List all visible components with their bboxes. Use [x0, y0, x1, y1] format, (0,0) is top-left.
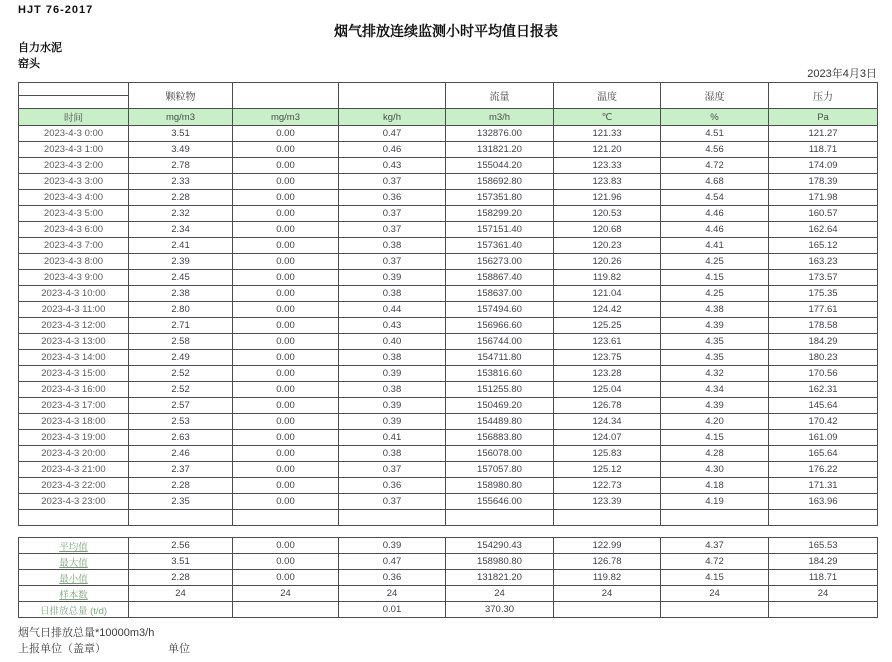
value-cell: 4.15 — [661, 430, 769, 446]
time-cell: 2023-4-3 11:00 — [19, 302, 129, 318]
value-cell: 4.18 — [661, 478, 769, 494]
value-cell: 0.38 — [339, 446, 446, 462]
value-cell: 0.00 — [233, 478, 339, 494]
value-cell: 0.00 — [233, 366, 339, 382]
value-cell: 124.07 — [554, 430, 661, 446]
table-row — [19, 334, 878, 350]
value-cell: 125.25 — [554, 318, 661, 334]
value-cell: 0.00 — [233, 414, 339, 430]
summary-value-cell: 122.99 — [554, 538, 661, 554]
value-cell: 154711.80 — [446, 350, 554, 366]
column-group-header: 湿度 — [661, 83, 769, 109]
value-cell: 0.00 — [233, 270, 339, 286]
empty-cell — [233, 510, 339, 526]
empty-cell — [339, 510, 446, 526]
value-cell: 184.29 — [769, 334, 878, 350]
value-cell: 2.34 — [129, 222, 233, 238]
value-cell: 175.35 — [769, 286, 878, 302]
summary-value-cell: 24 — [661, 586, 769, 602]
summary-row — [19, 538, 878, 554]
time-cell: 2023-4-3 12:00 — [19, 318, 129, 334]
value-cell: 0.36 — [339, 478, 446, 494]
value-cell: 120.26 — [554, 254, 661, 270]
time-cell: 2023-4-3 8:00 — [19, 254, 129, 270]
value-cell: 120.53 — [554, 206, 661, 222]
time-cell: 2023-4-3 15:00 — [19, 366, 129, 382]
value-cell: 2.53 — [129, 414, 233, 430]
unit-cell: mg/m3 — [233, 109, 339, 126]
value-cell: 121.96 — [554, 190, 661, 206]
value-cell: 0.36 — [339, 190, 446, 206]
value-cell: 123.33 — [554, 158, 661, 174]
time-cell: 2023-4-3 1:00 — [19, 142, 129, 158]
time-cell: 2023-4-3 19:00 — [19, 430, 129, 446]
summary-value-cell — [769, 602, 878, 618]
hourly-data-table — [18, 82, 878, 526]
standard-code: HJT 76-2017 — [18, 4, 94, 16]
header-empty-cell — [233, 83, 339, 109]
value-cell: 0.39 — [339, 414, 446, 430]
value-cell: 4.46 — [661, 206, 769, 222]
summary-value-cell: 24 — [129, 586, 233, 602]
time-cell: 2023-4-3 7:00 — [19, 238, 129, 254]
value-cell: 126.78 — [554, 398, 661, 414]
value-cell: 2.57 — [129, 398, 233, 414]
column-group-header: 颗粒物 — [129, 83, 233, 109]
value-cell: 0.38 — [339, 238, 446, 254]
value-cell: 155646.00 — [446, 494, 554, 510]
value-cell: 180.23 — [769, 350, 878, 366]
value-cell: 123.61 — [554, 334, 661, 350]
value-cell: 0.40 — [339, 334, 446, 350]
value-cell: 4.38 — [661, 302, 769, 318]
value-cell: 178.58 — [769, 318, 878, 334]
summary-row — [19, 570, 878, 586]
value-cell: 158980.80 — [446, 478, 554, 494]
value-cell: 0.46 — [339, 142, 446, 158]
time-cell: 2023-4-3 0:00 — [19, 126, 129, 142]
value-cell: 0.38 — [339, 286, 446, 302]
empty-cell — [769, 510, 878, 526]
value-cell: 4.35 — [661, 334, 769, 350]
summary-value-cell: 184.29 — [769, 554, 878, 570]
value-cell: 4.30 — [661, 462, 769, 478]
monitor-point-name: 窑头 — [18, 58, 40, 70]
value-cell: 4.72 — [661, 158, 769, 174]
table-row — [19, 142, 878, 158]
value-cell: 156966.60 — [446, 318, 554, 334]
value-cell: 0.00 — [233, 142, 339, 158]
value-cell: 3.49 — [129, 142, 233, 158]
value-cell: 157351.80 — [446, 190, 554, 206]
time-cell: 2023-4-3 14:00 — [19, 350, 129, 366]
value-cell: 157151.40 — [446, 222, 554, 238]
table-row — [19, 190, 878, 206]
empty-cell — [661, 510, 769, 526]
value-cell: 155044.20 — [446, 158, 554, 174]
value-cell: 0.00 — [233, 190, 339, 206]
value-cell: 163.96 — [769, 494, 878, 510]
table-row — [19, 494, 878, 510]
summary-value-cell: 0.00 — [233, 538, 339, 554]
value-cell: 0.00 — [233, 286, 339, 302]
value-cell: 2.32 — [129, 206, 233, 222]
summary-value-cell: 158980.80 — [446, 554, 554, 570]
header-empty-cell — [19, 83, 129, 96]
value-cell: 4.34 — [661, 382, 769, 398]
value-cell: 0.43 — [339, 318, 446, 334]
value-cell: 121.04 — [554, 286, 661, 302]
value-cell: 153816.60 — [446, 366, 554, 382]
summary-value-cell: 0.00 — [233, 570, 339, 586]
empty-cell — [129, 510, 233, 526]
page-title: 烟气排放连续监测小时平均值日报表 — [334, 23, 558, 39]
value-cell: 170.56 — [769, 366, 878, 382]
time-cell: 2023-4-3 21:00 — [19, 462, 129, 478]
value-cell: 123.28 — [554, 366, 661, 382]
table-row — [19, 254, 878, 270]
value-cell: 177.61 — [769, 302, 878, 318]
value-cell: 4.32 — [661, 366, 769, 382]
value-cell: 0.00 — [233, 430, 339, 446]
value-cell: 0.47 — [339, 126, 446, 142]
value-cell: 121.27 — [769, 126, 878, 142]
value-cell: 0.00 — [233, 174, 339, 190]
summary-label-cell: 日排放总量 (t/d) — [19, 602, 129, 618]
column-group-header: 流量 — [446, 83, 554, 109]
summary-label-cell: 最大值 — [19, 554, 129, 570]
summary-value-cell: 119.82 — [554, 570, 661, 586]
table-row — [19, 238, 878, 254]
summary-value-cell: 24 — [339, 586, 446, 602]
table-row — [19, 462, 878, 478]
summary-row — [19, 554, 878, 570]
column-group-header: 压力 — [769, 83, 878, 109]
value-cell: 0.37 — [339, 206, 446, 222]
value-cell: 174.09 — [769, 158, 878, 174]
value-cell: 121.33 — [554, 126, 661, 142]
table-row — [19, 318, 878, 334]
summary-label-cell: 最小值 — [19, 570, 129, 586]
summary-value-cell: 0.39 — [339, 538, 446, 554]
value-cell: 2.78 — [129, 158, 233, 174]
value-cell: 2.49 — [129, 350, 233, 366]
value-cell: 0.00 — [233, 446, 339, 462]
value-cell: 4.41 — [661, 238, 769, 254]
table-row — [19, 174, 878, 190]
value-cell: 0.00 — [233, 462, 339, 478]
value-cell: 173.57 — [769, 270, 878, 286]
value-cell: 0.37 — [339, 494, 446, 510]
time-cell: 2023-4-3 6:00 — [19, 222, 129, 238]
value-cell: 154489.80 — [446, 414, 554, 430]
value-cell: 0.00 — [233, 126, 339, 142]
unit-header-row — [19, 109, 878, 126]
summary-value-cell — [661, 602, 769, 618]
header-empty-cell — [339, 83, 446, 109]
summary-value-cell: 165.53 — [769, 538, 878, 554]
time-cell: 2023-4-3 9:00 — [19, 270, 129, 286]
table-row — [19, 206, 878, 222]
table-row — [19, 302, 878, 318]
value-cell: 158867.40 — [446, 270, 554, 286]
value-cell: 0.00 — [233, 398, 339, 414]
time-cell: 2023-4-3 5:00 — [19, 206, 129, 222]
value-cell: 0.37 — [339, 254, 446, 270]
value-cell: 119.82 — [554, 270, 661, 286]
value-cell: 0.37 — [339, 174, 446, 190]
value-cell: 0.41 — [339, 430, 446, 446]
value-cell: 163.23 — [769, 254, 878, 270]
summary-value-cell: 24 — [554, 586, 661, 602]
time-cell: 2023-4-3 16:00 — [19, 382, 129, 398]
column-group-header: 温度 — [554, 83, 661, 109]
summary-table — [18, 537, 878, 618]
table-row — [19, 414, 878, 430]
value-cell: 4.54 — [661, 190, 769, 206]
value-cell: 123.83 — [554, 174, 661, 190]
value-cell: 4.20 — [661, 414, 769, 430]
value-cell: 2.80 — [129, 302, 233, 318]
value-cell: 157057.80 — [446, 462, 554, 478]
value-cell: 4.28 — [661, 446, 769, 462]
value-cell: 123.39 — [554, 494, 661, 510]
value-cell: 160.57 — [769, 206, 878, 222]
value-cell: 157361.40 — [446, 238, 554, 254]
value-cell: 4.25 — [661, 254, 769, 270]
value-cell: 4.15 — [661, 270, 769, 286]
table-row — [19, 478, 878, 494]
value-cell: 2.38 — [129, 286, 233, 302]
time-cell: 2023-4-3 3:00 — [19, 174, 129, 190]
table-row — [19, 430, 878, 446]
summary-row — [19, 586, 878, 602]
value-cell: 0.00 — [233, 302, 339, 318]
value-cell: 156273.00 — [446, 254, 554, 270]
table-row — [19, 222, 878, 238]
summary-value-cell: 118.71 — [769, 570, 878, 586]
time-cell: 2023-4-3 10:00 — [19, 286, 129, 302]
value-cell: 156883.80 — [446, 430, 554, 446]
value-cell: 171.98 — [769, 190, 878, 206]
value-cell: 0.00 — [233, 382, 339, 398]
value-cell: 158299.20 — [446, 206, 554, 222]
value-cell: 125.04 — [554, 382, 661, 398]
value-cell: 3.51 — [129, 126, 233, 142]
value-cell: 0.00 — [233, 334, 339, 350]
summary-value-cell: 4.37 — [661, 538, 769, 554]
value-cell: 176.22 — [769, 462, 878, 478]
value-cell: 125.12 — [554, 462, 661, 478]
value-cell: 2.52 — [129, 366, 233, 382]
value-cell: 4.68 — [661, 174, 769, 190]
value-cell: 0.00 — [233, 494, 339, 510]
value-cell: 162.31 — [769, 382, 878, 398]
report-date: 2023年4月3日 — [807, 68, 877, 80]
value-cell: 2.35 — [129, 494, 233, 510]
value-cell: 118.71 — [769, 142, 878, 158]
table-row — [19, 286, 878, 302]
value-cell: 4.35 — [661, 350, 769, 366]
summary-value-cell — [129, 602, 233, 618]
summary-value-cell: 370.30 — [446, 602, 554, 618]
value-cell: 124.42 — [554, 302, 661, 318]
table-row — [19, 446, 878, 462]
value-cell: 4.39 — [661, 398, 769, 414]
value-cell: 125.83 — [554, 446, 661, 462]
value-cell: 4.25 — [661, 286, 769, 302]
value-cell: 158692.80 — [446, 174, 554, 190]
time-cell: 2023-4-3 13:00 — [19, 334, 129, 350]
summary-value-cell: 131821.20 — [446, 570, 554, 586]
value-cell: 4.19 — [661, 494, 769, 510]
flow-total-note: 烟气日排放总量*10000m3/h — [18, 627, 155, 639]
value-cell: 2.37 — [129, 462, 233, 478]
value-cell: 2.46 — [129, 446, 233, 462]
value-cell: 123.75 — [554, 350, 661, 366]
value-cell: 0.43 — [339, 158, 446, 174]
value-cell: 0.00 — [233, 318, 339, 334]
value-cell: 122.73 — [554, 478, 661, 494]
table-row — [19, 270, 878, 286]
summary-value-cell: 154290.43 — [446, 538, 554, 554]
value-cell: 4.51 — [661, 126, 769, 142]
value-cell: 156744.00 — [446, 334, 554, 350]
value-cell: 151255.80 — [446, 382, 554, 398]
value-cell: 150469.20 — [446, 398, 554, 414]
value-cell: 0.44 — [339, 302, 446, 318]
summary-label-cell: 平均值 — [19, 538, 129, 554]
summary-value-cell: 2.28 — [129, 570, 233, 586]
value-cell: 0.00 — [233, 238, 339, 254]
value-cell: 0.37 — [339, 462, 446, 478]
value-cell: 178.39 — [769, 174, 878, 190]
summary-value-cell: 3.51 — [129, 554, 233, 570]
company-name: 自力水泥 — [18, 42, 62, 54]
value-cell: 2.52 — [129, 382, 233, 398]
summary-value-cell: 2.56 — [129, 538, 233, 554]
value-cell: 158637.00 — [446, 286, 554, 302]
value-cell: 0.38 — [339, 382, 446, 398]
summary-value-cell: 24 — [233, 586, 339, 602]
empty-cell — [554, 510, 661, 526]
value-cell: 0.00 — [233, 158, 339, 174]
table-row — [19, 398, 878, 414]
time-cell: 2023-4-3 22:00 — [19, 478, 129, 494]
value-cell: 0.38 — [339, 350, 446, 366]
value-cell: 171.31 — [769, 478, 878, 494]
value-cell: 4.39 — [661, 318, 769, 334]
summary-value-cell: 4.72 — [661, 554, 769, 570]
report-unit-label: 上报单位（盖章） — [18, 643, 106, 655]
time-cell: 2023-4-3 2:00 — [19, 158, 129, 174]
value-cell: 4.46 — [661, 222, 769, 238]
unit-cell: Pa — [769, 109, 878, 126]
time-header-cell: 时间 — [19, 109, 129, 126]
summary-value-cell — [233, 602, 339, 618]
summary-value-cell — [554, 602, 661, 618]
value-cell: 161.09 — [769, 430, 878, 446]
value-cell: 0.00 — [233, 350, 339, 366]
time-cell: 2023-4-3 20:00 — [19, 446, 129, 462]
value-cell: 0.00 — [233, 254, 339, 270]
summary-label-cell: 样本数 — [19, 586, 129, 602]
table-row — [19, 158, 878, 174]
table-row — [19, 382, 878, 398]
value-cell: 2.28 — [129, 478, 233, 494]
value-cell: 170.42 — [769, 414, 878, 430]
time-cell: 2023-4-3 18:00 — [19, 414, 129, 430]
summary-value-cell: 24 — [769, 586, 878, 602]
header-empty-cell — [19, 96, 129, 109]
unit-cell: ℃ — [554, 109, 661, 126]
value-cell: 0.00 — [233, 206, 339, 222]
value-cell: 0.00 — [233, 222, 339, 238]
summary-value-cell: 0.47 — [339, 554, 446, 570]
value-cell: 2.33 — [129, 174, 233, 190]
summary-value-cell: 0.36 — [339, 570, 446, 586]
value-cell: 165.64 — [769, 446, 878, 462]
value-cell: 156078.00 — [446, 446, 554, 462]
table-row — [19, 126, 878, 142]
unit-cell: mg/m3 — [129, 109, 233, 126]
summary-row — [19, 602, 878, 618]
value-cell: 0.37 — [339, 222, 446, 238]
value-cell: 2.41 — [129, 238, 233, 254]
summary-value-cell: 24 — [446, 586, 554, 602]
value-cell: 0.39 — [339, 270, 446, 286]
empty-cell — [446, 510, 554, 526]
value-cell: 2.71 — [129, 318, 233, 334]
empty-row — [19, 510, 878, 526]
value-cell: 2.63 — [129, 430, 233, 446]
summary-value-cell: 126.78 — [554, 554, 661, 570]
value-cell: 2.28 — [129, 190, 233, 206]
table-row — [19, 366, 878, 382]
value-cell: 131821.20 — [446, 142, 554, 158]
value-cell: 162.64 — [769, 222, 878, 238]
value-cell: 2.39 — [129, 254, 233, 270]
time-cell: 2023-4-3 4:00 — [19, 190, 129, 206]
value-cell: 2.45 — [129, 270, 233, 286]
value-cell: 4.56 — [661, 142, 769, 158]
unit-cell: m3/h — [446, 109, 554, 126]
time-cell: 2023-4-3 23:00 — [19, 494, 129, 510]
value-cell: 2.58 — [129, 334, 233, 350]
table-row — [19, 350, 878, 366]
value-cell: 120.68 — [554, 222, 661, 238]
value-cell: 121.20 — [554, 142, 661, 158]
unit-cell: % — [661, 109, 769, 126]
value-cell: 132876.00 — [446, 126, 554, 142]
value-cell: 157494.60 — [446, 302, 554, 318]
summary-value-cell: 0.00 — [233, 554, 339, 570]
unit-label: 单位 — [168, 643, 190, 655]
value-cell: 120.23 — [554, 238, 661, 254]
value-cell: 145.64 — [769, 398, 878, 414]
summary-value-cell: 0.01 — [339, 602, 446, 618]
empty-cell — [19, 510, 129, 526]
value-cell: 165.12 — [769, 238, 878, 254]
value-cell: 0.39 — [339, 366, 446, 382]
value-cell: 124.34 — [554, 414, 661, 430]
time-cell: 2023-4-3 17:00 — [19, 398, 129, 414]
summary-value-cell: 4.15 — [661, 570, 769, 586]
value-cell: 0.39 — [339, 398, 446, 414]
unit-cell: kg/h — [339, 109, 446, 126]
